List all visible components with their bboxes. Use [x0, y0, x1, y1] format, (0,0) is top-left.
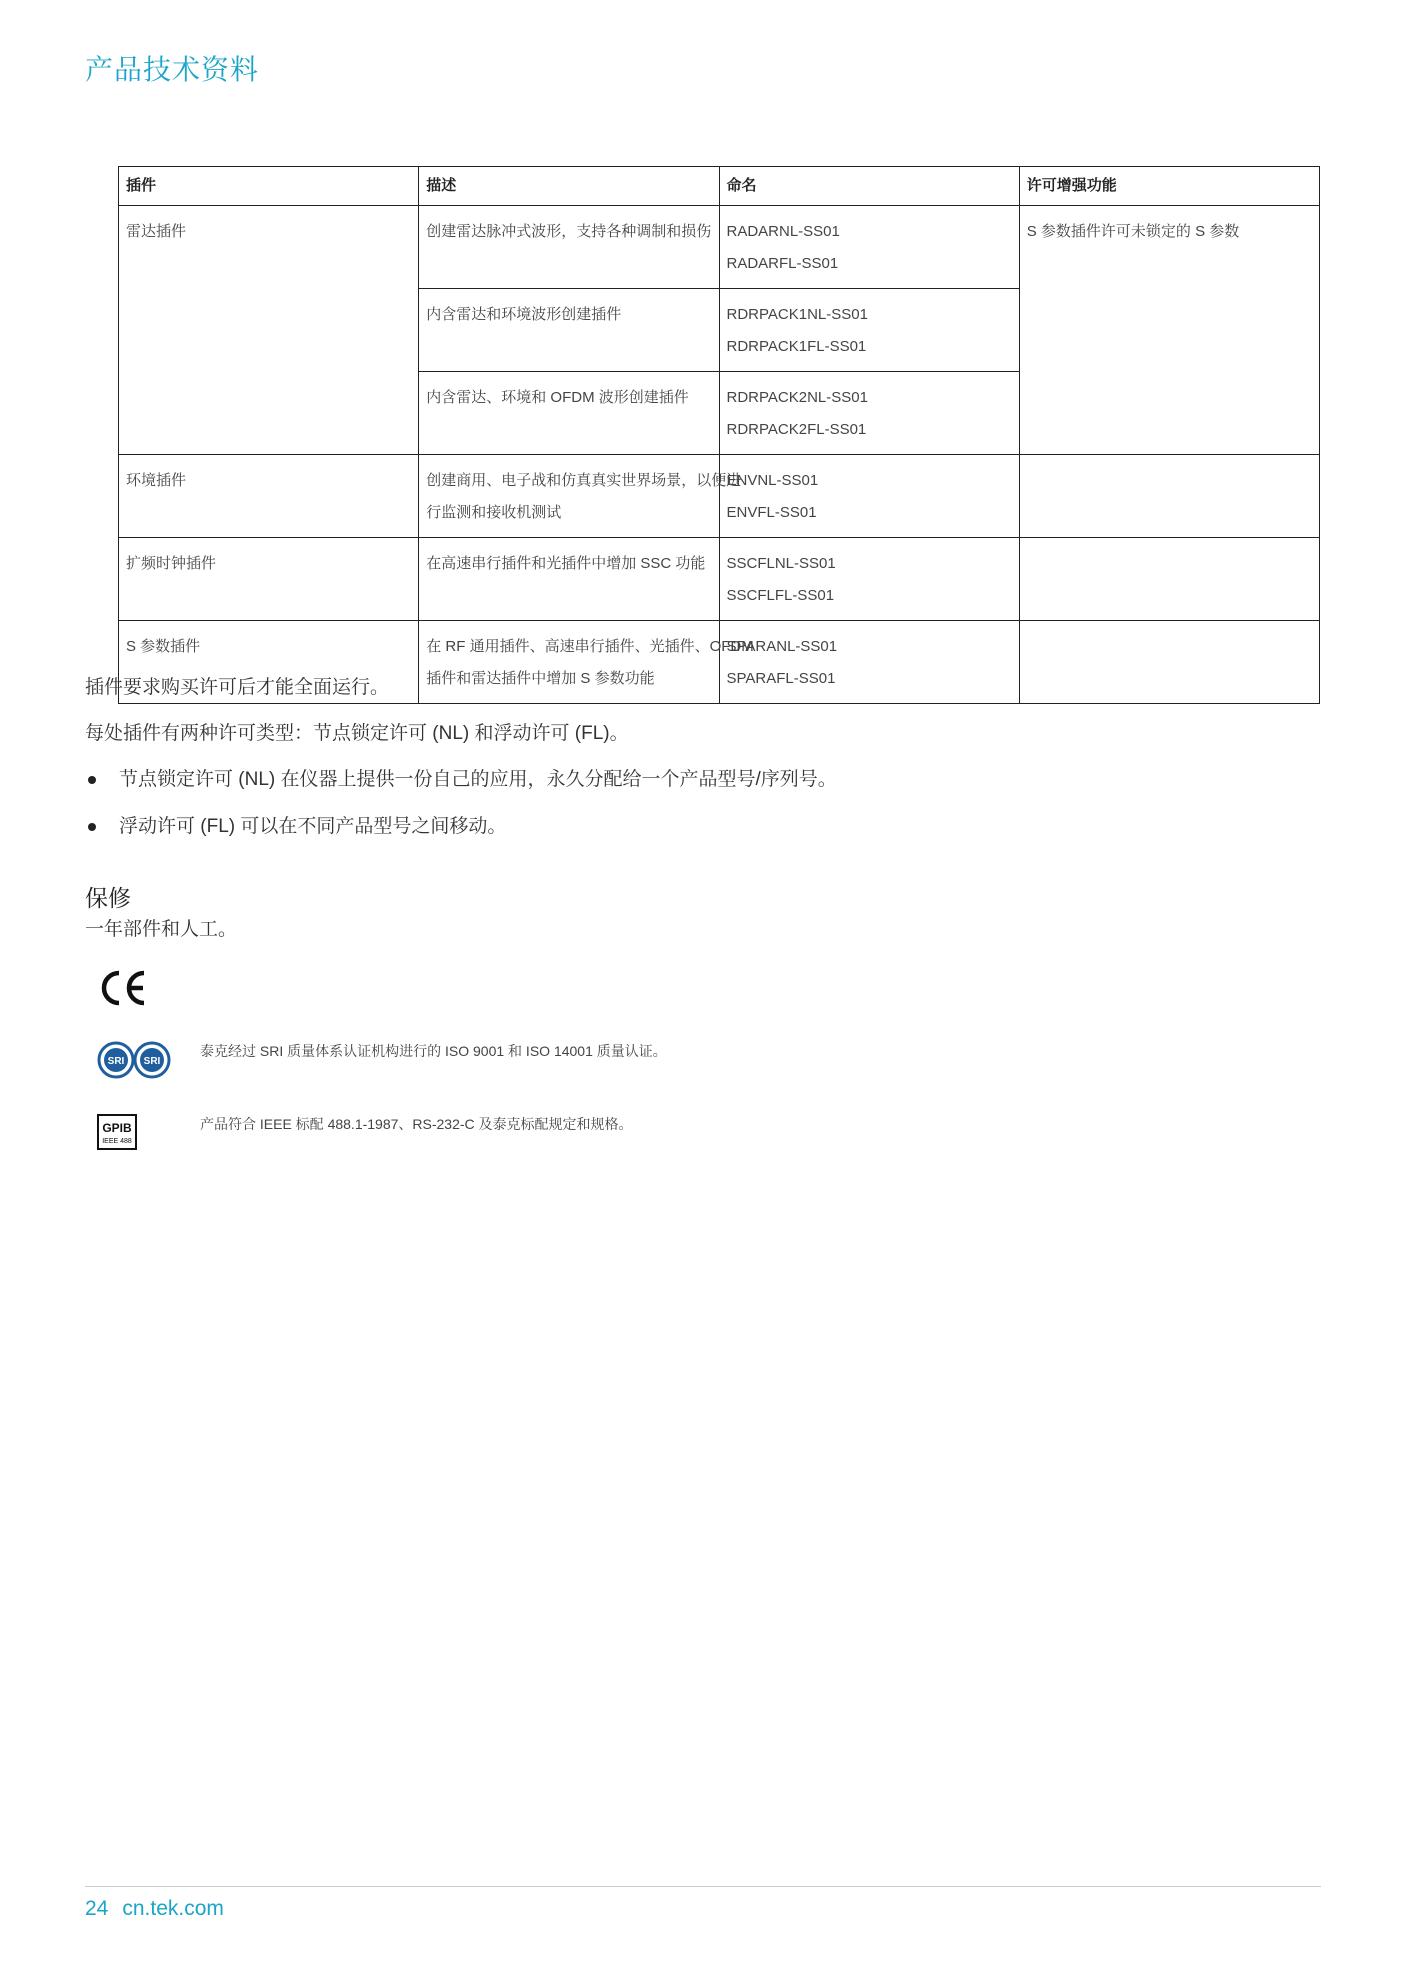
- license-types: 每处插件有两种许可类型：节点锁定许可 (NL) 和浮动许可 (FL)。: [85, 723, 629, 744]
- name-cell: [719, 372, 1019, 455]
- name-cell: [719, 621, 1019, 704]
- website-link[interactable]: cn.tek.com: [122, 1897, 224, 1920]
- description-line: 行监测和接收机测试: [426, 504, 562, 521]
- description-cell: 创建雷达脉冲式波形，支持各种调制和损伤: [419, 206, 719, 289]
- product-name: RDRPACK1NL-SS01: [726, 306, 868, 323]
- product-name: SSCFLFL-SS01: [726, 587, 835, 604]
- table-row: [119, 455, 1320, 538]
- page-footer: [85, 1897, 224, 1921]
- page-header-title: 产品技术资料: [85, 54, 260, 85]
- product-name: RDRPACK1FL-SS01: [726, 338, 867, 355]
- gpib-logo-subtext: IEEE 488: [102, 1138, 132, 1145]
- sri-logo-text: SRI: [107, 1056, 125, 1067]
- description-cell: [419, 455, 742, 538]
- plugin-cell: 环境插件: [119, 455, 419, 538]
- iso-certification-text: 泰克经过 SRI 质量体系认证机构进行的 ISO 9001 和 ISO 14001 质量认证。: [200, 1043, 667, 1059]
- feature-cell: [1019, 538, 1319, 621]
- product-name: RADARFL-SS01: [726, 255, 839, 272]
- product-name: SPARANL-SS01: [726, 638, 838, 655]
- bullet-dot: [88, 776, 96, 784]
- product-name: SPARAFL-SS01: [726, 670, 836, 687]
- warranty-heading: 保修: [85, 885, 131, 911]
- plugin-cell: 雷达插件: [119, 206, 419, 455]
- description-cell: 内含雷达、环境和 OFDM 波形创建插件: [419, 372, 719, 455]
- description-cell: [419, 621, 754, 704]
- license-note: 插件要求购买许可后才能全面运行。: [85, 677, 390, 698]
- gpib-logo-text: GPIB: [102, 1121, 132, 1135]
- gpib-compliance-text: 产品符合 IEEE 标配 488.1-1987、RS-232-C 及泰克标配规定和规格。: [200, 1116, 633, 1132]
- name-cell: [719, 538, 1019, 621]
- name-cell: [719, 455, 1019, 538]
- table-header-row: [119, 167, 1320, 206]
- plugin-cell: S 参数插件: [119, 621, 419, 704]
- table-row: [119, 538, 1320, 621]
- column-header-name: 命名: [719, 167, 1019, 206]
- product-name: RDRPACK2NL-SS01: [726, 389, 868, 406]
- product-name: ENVNL-SS01: [726, 472, 819, 489]
- plugin-cell: 扩频时钟插件: [119, 538, 419, 621]
- product-name: RADARNL-SS01: [726, 223, 840, 240]
- column-header-plugin: 插件: [119, 167, 419, 206]
- column-header-description: 描述: [419, 167, 719, 206]
- table-row: [119, 206, 1320, 289]
- product-name: SSCFLNL-SS01: [726, 555, 836, 572]
- feature-cell: S 参数插件许可未锁定的 S 参数: [1019, 206, 1319, 455]
- bullet-item: 节点锁定许可 (NL) 在仪器上提供一份自己的应用，永久分配给一个产品型号/序列号。: [119, 769, 837, 790]
- description-cell: 内含雷达和环境波形创建插件: [419, 289, 719, 372]
- ce-mark-icon: [97, 966, 151, 1015]
- description-cell: 在高速串行插件和光插件中增加 SSC 功能: [419, 538, 719, 621]
- sri-logo-text: SRI: [143, 1056, 161, 1067]
- description-line: 插件和雷达插件中增加 S 参数功能: [426, 670, 655, 687]
- product-name: RDRPACK2FL-SS01: [726, 421, 867, 438]
- bullet-dot: [88, 823, 96, 831]
- plugins-table: [118, 166, 1320, 704]
- page-number: 24: [85, 1897, 109, 1920]
- warranty-text: 一年部件和人工。: [85, 919, 238, 940]
- column-header-license-feature: 许可增强功能: [1019, 167, 1319, 206]
- description-line: 在 RF 通用插件、高速串行插件、光插件、OFDM: [426, 638, 754, 655]
- footer-divider: [85, 1886, 1321, 1887]
- feature-cell: [1019, 455, 1319, 538]
- description-line: 创建商用、电子战和仿真真实世界场景，以便进: [426, 472, 742, 489]
- bullet-item: 浮动许可 (FL) 可以在不同产品型号之间移动。: [119, 816, 507, 837]
- name-cell: [719, 289, 1019, 372]
- product-name: ENVFL-SS01: [726, 504, 817, 521]
- sri-certification-icon: [97, 1040, 173, 1085]
- feature-cell: [1019, 621, 1319, 704]
- gpib-icon: [97, 1114, 137, 1155]
- name-cell: [719, 206, 1019, 289]
